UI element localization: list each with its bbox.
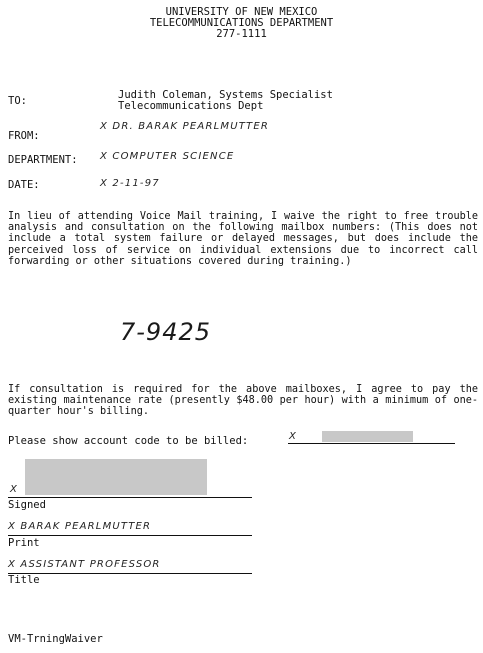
header-department: TELECOMMUNICATIONS DEPARTMENT	[149, 17, 334, 29]
to-dept: Telecommunications Dept	[118, 100, 264, 112]
header-university: UNIVERSITY OF NEW MEXICO	[165, 6, 318, 18]
from-label: FROM:	[8, 130, 40, 142]
date-label: DATE:	[8, 179, 40, 191]
title-label: Title	[8, 574, 40, 586]
signature-line	[8, 497, 252, 498]
account-code-mark: X	[289, 431, 298, 442]
to-name: Judith Coleman, Systems Specialist	[118, 89, 333, 101]
mailbox-number: 7-9425	[120, 318, 212, 346]
consultation-paragraph: If consultation is required for the above mailboxes, I agree to pay the existing maintenance rate (presently $48.00 per hour) with a minimum of one-quarter hour's billing.	[8, 384, 478, 418]
signature-mark: X	[10, 484, 19, 495]
title-value: X ASSISTANT PROFESSOR	[8, 559, 161, 570]
signed-label: Signed	[8, 499, 46, 511]
account-code-label: Please show account code to be billed:	[8, 435, 249, 447]
account-code-redaction	[322, 431, 413, 442]
department-value: X COMPUTER SCIENCE	[100, 151, 235, 162]
title-line	[8, 573, 252, 574]
print-line	[8, 535, 252, 536]
print-label: Print	[8, 537, 40, 549]
department-label: DEPARTMENT:	[8, 154, 78, 166]
form-footer-code: VM-TrningWaiver	[8, 633, 103, 645]
from-value: X DR. BARAK PEARLMUTTER	[100, 121, 270, 132]
date-value: X 2-11-97	[100, 178, 160, 189]
to-label: TO:	[8, 95, 27, 107]
print-value: X BARAK PEARLMUTTER	[8, 521, 152, 532]
header-phone: 277-1111	[216, 28, 267, 40]
account-code-line	[288, 443, 455, 444]
waiver-paragraph: In lieu of attending Voice Mail training, I waive the right to free trouble analysis and consultation on the following mailbox numbers: (This does not include a total system failure or delayed messages, but does include the perceived loss of service on individual extensions due to incorrect call forwarding or other situations covered during training.)	[8, 211, 478, 267]
signature-redaction	[25, 459, 207, 495]
